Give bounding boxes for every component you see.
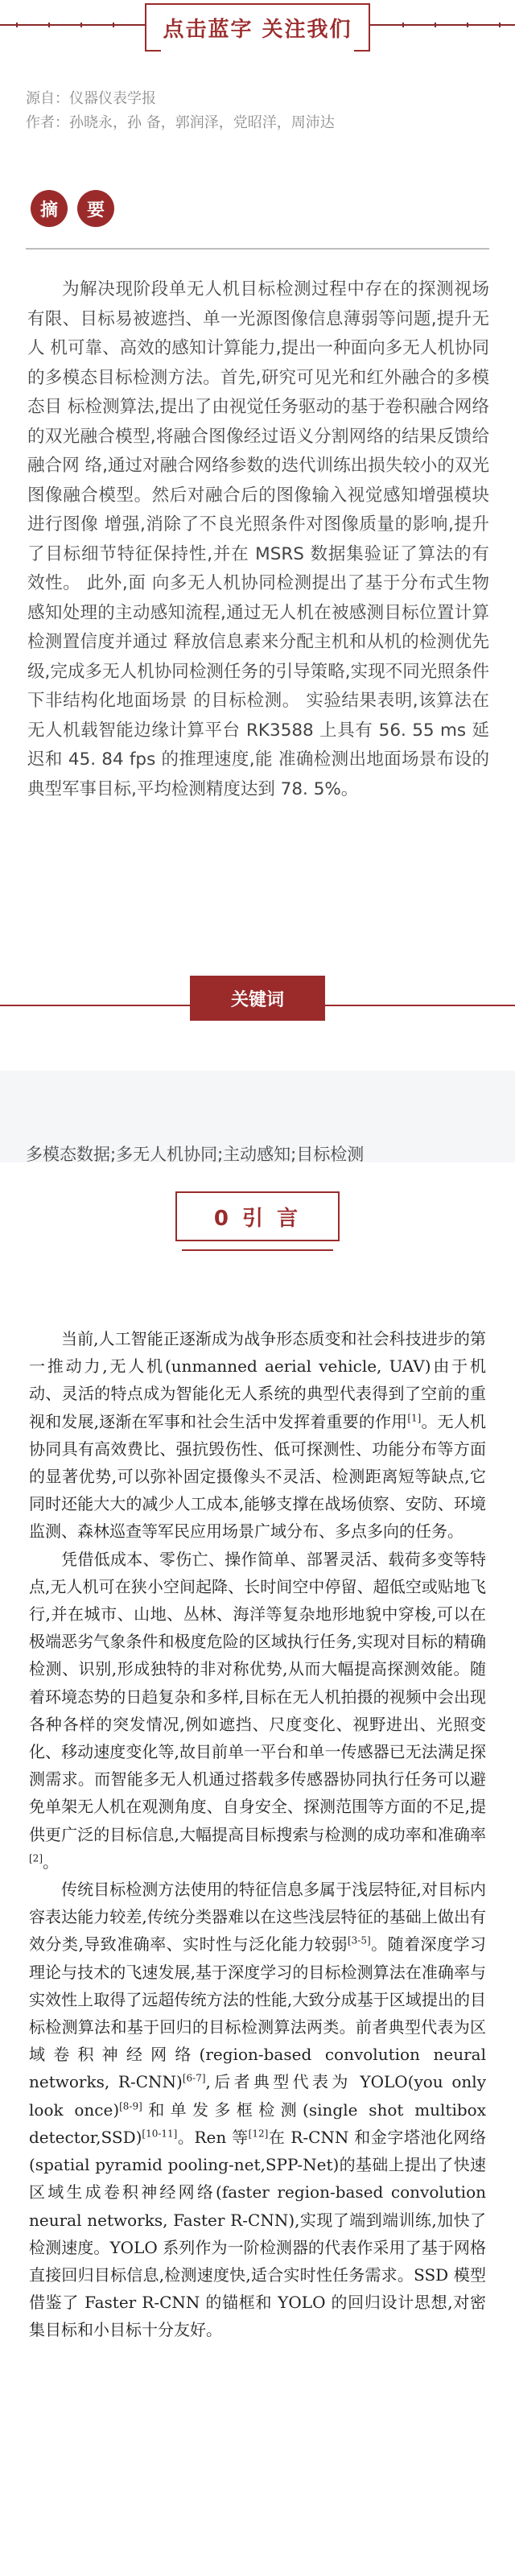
paragraph [29, 1325, 486, 1546]
paragraph-text: 。 [43, 1852, 59, 1872]
section-heading-rule [182, 1249, 333, 1251]
paragraph-text: 在 R-CNN 和金字塔池化网络(spatial pyramid pooling-net,SPP-Net)的基础上提出了快速区域生成卷积神经网络(faster region-based convolution neural networks, Faster R-CNN),实现了端到端训练,加快了检测速度。YOLO 系列作为一阶检测器的代表作采用了基于网格直接回归目标信息,检测速度快,适合实时性任务需求。SSD 模型借鉴了 Faster R-CNN 的锚框和 YOLO 的回归设计思想,对密集目标和小目标十分友好。 [29, 2127, 486, 2340]
header-banner [0, 0, 515, 58]
article-body [29, 1325, 486, 2344]
abstract-label-char: 要 [77, 190, 114, 227]
banner-tick [80, 23, 82, 27]
banner-tick [402, 23, 404, 27]
paragraph-text: 。随着深度学习理论与技术的飞速发展,基于深度学习的目标检测算法在准确率与实效性上取得了远超传统方法的性能,大致分成基于区域提出的目标检测算法和基于回归的目标检测算法两类。前者典型代表为区域卷积神经网络(region-based convolution neural networks, R-CNN) [29, 1934, 486, 2092]
paragraph [29, 1876, 486, 2343]
banner-tick [435, 23, 436, 27]
source-line: 源自：仪器仪表学报 [26, 90, 156, 107]
abstract-label [31, 190, 114, 227]
paragraph-text: 和单发多框检测(single shot multibox detector,SSD) [29, 2099, 486, 2147]
citation[interactable]: [6-7] [182, 2072, 206, 2084]
citation[interactable]: [1] [407, 1411, 422, 1423]
citation[interactable]: [2] [29, 1852, 43, 1864]
citation[interactable]: [3-5] [347, 1934, 371, 1946]
banner-tick [113, 23, 114, 27]
citation[interactable]: [8-9] [119, 2100, 142, 2112]
paragraph-text: 传统目标检测方法使用的特征信息多属于浅层特征,对目标内容表达能力较差,传统分类器难以在这些浅层特征的基础上做出有效分类,导致准确率、实时性与泛化能力较弱 [29, 1880, 486, 1955]
follow-us-box[interactable] [145, 3, 370, 52]
article-meta [26, 87, 335, 135]
abstract-label-char: 摘 [31, 190, 68, 227]
paragraph [29, 1546, 486, 1876]
citation[interactable]: [10-11] [142, 2128, 178, 2140]
paragraph-text: ,后者典型代表为 YOLO(you only look once) [29, 2072, 486, 2120]
keywords-text: 多模态数据;多无人机协同;主动感知;目标检测 [26, 1145, 365, 1164]
abstract-divider [26, 248, 489, 250]
paragraph-text: 凭借低成本、零伤亡、操作简单、部署灵活、载荷多变等特点,无人机可在狭小空间起降、长时间空中停留、超低空或贴地飞行,并在城市、山地、丛林、海洋等复杂地形地貌中穿梭,可以在极端恶劣气象条件和极度危险的区域执行任务,实现对目标的精确检测、识别,形成独特的非对称优势,从而大幅提高探测效能。随着环境态势的日趋复杂和多样,目标在无人机拍摄的视频中会出现各种各样的突发情况,例如遮挡、尺度变化、视野进出、光照变化、移动速度变化等,故目前单一平台和单一传感器已无法满足探测需求。而智能多无人机通过搭载多传感器协同执行任务可以避免单架无人机在观测角度、自身安全、探测范围等方面的不足,提供更广泛的目标信息,大幅提高目标搜索与检测的成功率和准确率 [29, 1549, 486, 1844]
paragraph-text: 当前,人工智能正逐渐成为战争形态质变和社会科技进步的第一推动力,无人机(unmanned aerial vehicle, UAV)由于机动、灵活的特点成为智能化无人系统的典型代表得到了空前的重视和发展,逐渐在军事和社会生活中发挥着重要的作用 [29, 1329, 486, 1431]
banner-tick [467, 23, 468, 27]
banner-left-line [0, 24, 145, 26]
paragraph-text: 。Ren 等 [177, 2127, 249, 2147]
paragraph-text: 。无人机协同具有高效费比、强抗毁伤性、低可探测性、功能分布等方面的显著优势,可以弥补固定摄像头不灵活、检测距离短等缺点,它同时还能大大的减少人工成本,能够支撑在战场侦察、安防、环境监测、森林巡查等军民应用场景广域分布、多点多向的任务。 [29, 1411, 487, 1542]
abstract-text: 为解决现阶段单无人机目标检测过程中存在的探测视场有限、目标易被遮挡、单一光源图像信息薄弱等问题,提升无人 机可靠、高效的感知计算能力,提出一种面向多无人机协同的多模态目标检测方法。首先,研究可见光和红外融合的多模态目 标检测算法,提出了由视觉任务驱动的基于卷积融合网络的双光融合模型,将融合图像经过语义分割网络的结果反馈给融合网 络,通过对融合网络参数的迭代训练出损失较小的双光图像融合模型。然后对融合后的图像输入视觉感知增强模块进行图像 增强,消除了不良光照条件对图像质量的影响,提升了目标细节特征保持性,并在 MSRS 数据集验证了算法的有效性。 此外,面 向多无人机协同检测提出了基于分布式生物感知处理的主动感知流程,通过无人机在被感测目标位置计算检测置信度并通过 释放信息素来分配主机和从机的检测优先级,完成多无人机协同检测任务的引导策略,实现不同光照条件下非结构化地面场景 的目标检测。 实验结果表明,该算法在无人机载智能边缘计算平台 RK3588 上具有 56. 55 ms 延迟和 45. 84 fps 的推理速度,能 准确检测出地面场景布设的典型军事目标,平均检测精度达到 78. 5%。 [27, 279, 489, 799]
follow-us-title[interactable]: 点击蓝字 关注我们 [163, 17, 352, 42]
banner-right-line [370, 24, 515, 26]
authors-line: 作者：孙晓永，孙 备，郭润泽，党昭洋，周沛达 [26, 114, 335, 131]
keywords-label: 关键词 [190, 976, 325, 1021]
banner-tick [48, 23, 50, 27]
citation[interactable]: [12] [248, 2128, 269, 2140]
banner-tick [499, 23, 501, 27]
section-heading: 0 引 言 [175, 1191, 340, 1241]
banner-tick [16, 23, 18, 27]
